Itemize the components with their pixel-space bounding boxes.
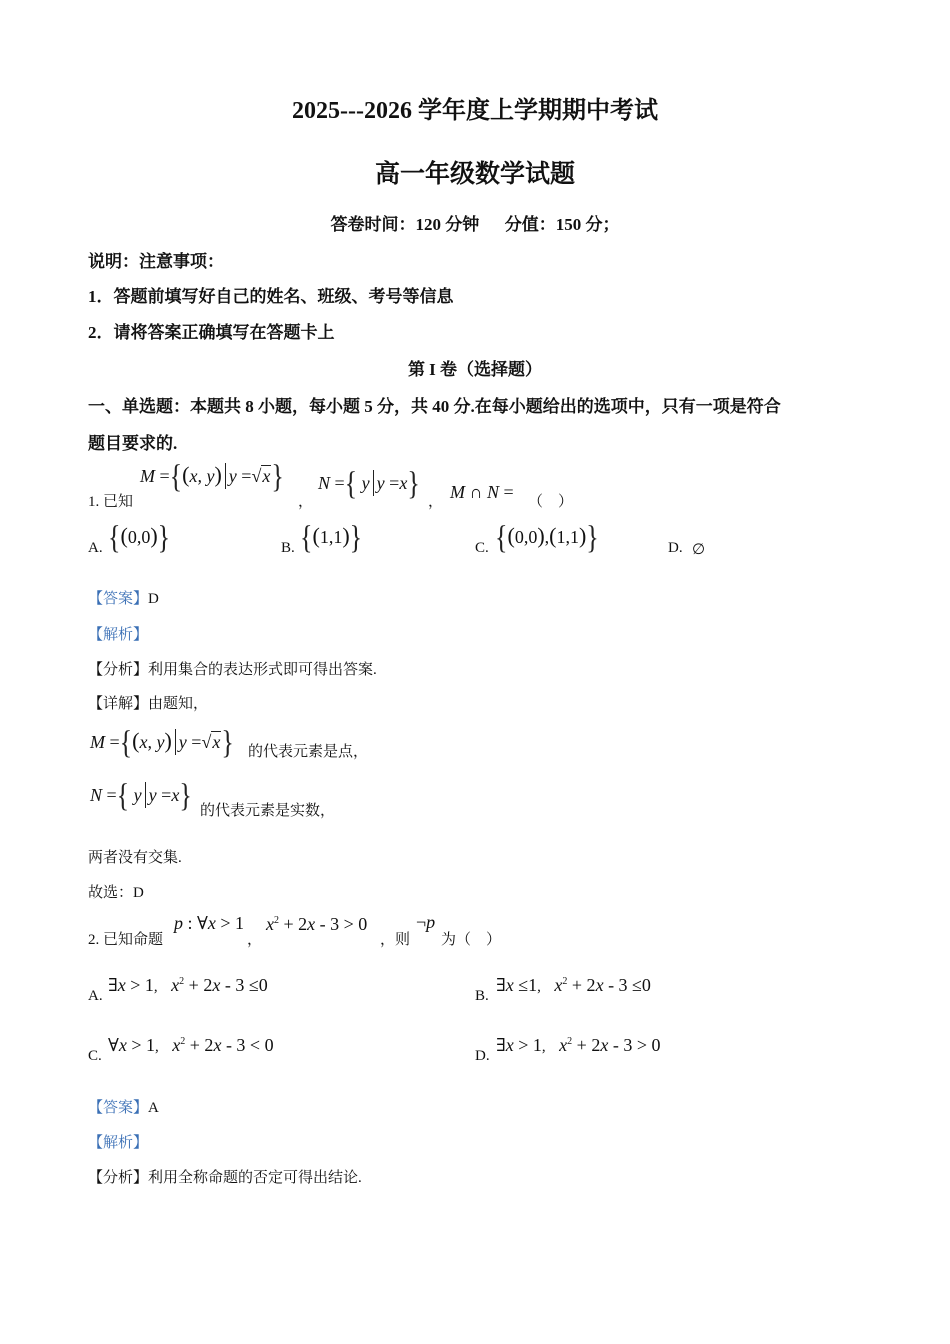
q1-n-description: 的代表元素是实数， <box>200 803 336 819</box>
q2-proposition-p: p : ∀x > 1 <box>174 913 245 933</box>
q1-option-c-label[interactable]: C. <box>475 540 489 556</box>
notes-item-1: 1．答题前填写好自己的姓名、班级、考号等信息 <box>88 287 454 306</box>
fenxi-text: 利用集合的表达形式即可得出答案. <box>148 662 377 678</box>
q1-set-n: N ={ y y =x} <box>318 465 420 502</box>
part1-instructions-line2: 题目要求的. <box>88 434 178 453</box>
q1-conclusion: 两者没有交集. <box>88 850 182 866</box>
q1-detail-set-n: N ={ y y =x} <box>90 777 192 814</box>
q2-comma-1: ， <box>247 932 263 948</box>
answer-tag: 【答案】 <box>88 1100 149 1116</box>
notes-item-2: 2．请将答案正确填写在答题卡上 <box>88 323 335 342</box>
q1-prefix: 1. 已知 <box>88 494 134 510</box>
q2-not-p: ¬p <box>416 912 436 932</box>
fenxi-text: 利用全称命题的否定可得出结论. <box>148 1170 362 1186</box>
exam-time-score: 答卷时间：120 分钟 分值：150 分； <box>330 215 620 234</box>
q1-option-a-label[interactable]: A. <box>88 540 103 556</box>
detail-tag: 【详解】 <box>88 696 149 712</box>
fenxi-tag: 【分析】 <box>88 1170 149 1186</box>
q2-inequality: $x^2 + 2x - 3 > 0$ <box>266 914 368 934</box>
q2-option-c-label[interactable]: C. <box>88 1048 102 1064</box>
q2-wei: 为（ ） <box>441 932 502 948</box>
answer-tag: 【答案】 <box>88 591 149 607</box>
q1-detail <box>88 692 208 713</box>
q2-option-c[interactable]: ∀x > 1, $x^2 + 2x - 3 < 0$ <box>108 1035 274 1055</box>
part1-instructions-line1: 一、单选题：本题共 8 小题，每小题 5 分，共 40 分.在每小题给出的选项中，只有一项是符合 <box>88 397 781 416</box>
detail-text: 由题知， <box>148 696 209 712</box>
q2-option-b-label[interactable]: B. <box>475 988 489 1004</box>
q1-option-b[interactable]: {(1,1)} <box>300 519 363 556</box>
q2-option-d-label[interactable]: D. <box>475 1048 490 1064</box>
q1-detail-set-m: M ={(x, y) y =√x} <box>90 724 234 761</box>
q2-then: ，则 <box>380 932 411 948</box>
q1-option-b-label[interactable]: B. <box>281 540 295 556</box>
notes-heading: 说明：注意事项： <box>88 252 224 271</box>
q1-option-c[interactable]: {(0,0),(1,1)} <box>495 519 599 556</box>
q1-option-a[interactable]: {(0,0)} <box>108 519 171 556</box>
q1-choose: 故选：D <box>88 885 144 901</box>
fenxi-tag: 【分析】 <box>88 662 149 678</box>
volume-heading: 第 I 卷（选择题） <box>407 360 543 379</box>
q1-answer <box>88 587 159 608</box>
q2-analysis-tag: 【解析】 <box>88 1135 149 1151</box>
q1-comma-1: ， <box>298 494 314 510</box>
q2-option-b[interactable]: ∃x ≤1, $x^2 + 2x - 3 \le 0$ <box>496 975 651 995</box>
q1-option-d-label[interactable]: D. <box>668 540 683 556</box>
exam-title: 2025---2026 学年度上学期期中考试 <box>292 98 658 124</box>
q2-prefix: 2. 已知命题 <box>88 932 164 948</box>
q1-analysis-tag: 【解析】 <box>88 627 149 643</box>
q2-fenxi <box>88 1166 362 1187</box>
q1-paren: （ ） <box>528 494 574 510</box>
q2-answer <box>88 1096 159 1117</box>
q2-option-d[interactable]: ∃x > 1, $x^2 + 2x - 3 > 0$ <box>496 1035 661 1055</box>
answer-value: A <box>148 1100 159 1116</box>
q1-intersection: M ∩ N = <box>450 482 514 502</box>
q2-option-a[interactable]: ∃x > 1, $x^2 + 2x - 3 \le 0$ <box>108 975 268 995</box>
answer-value: D <box>148 591 159 607</box>
q1-m-description: 的代表元素是点， <box>248 744 369 760</box>
q1-comma-2: ， <box>428 494 444 510</box>
q2-option-a-label[interactable]: A. <box>88 988 103 1004</box>
q1-option-d[interactable]: ∅ <box>692 542 706 558</box>
exam-subtitle: 高一年级数学试题 <box>374 161 575 188</box>
q1-fenxi <box>88 658 377 679</box>
q1-set-m: M ={(x, y) y =√x} <box>140 458 284 495</box>
